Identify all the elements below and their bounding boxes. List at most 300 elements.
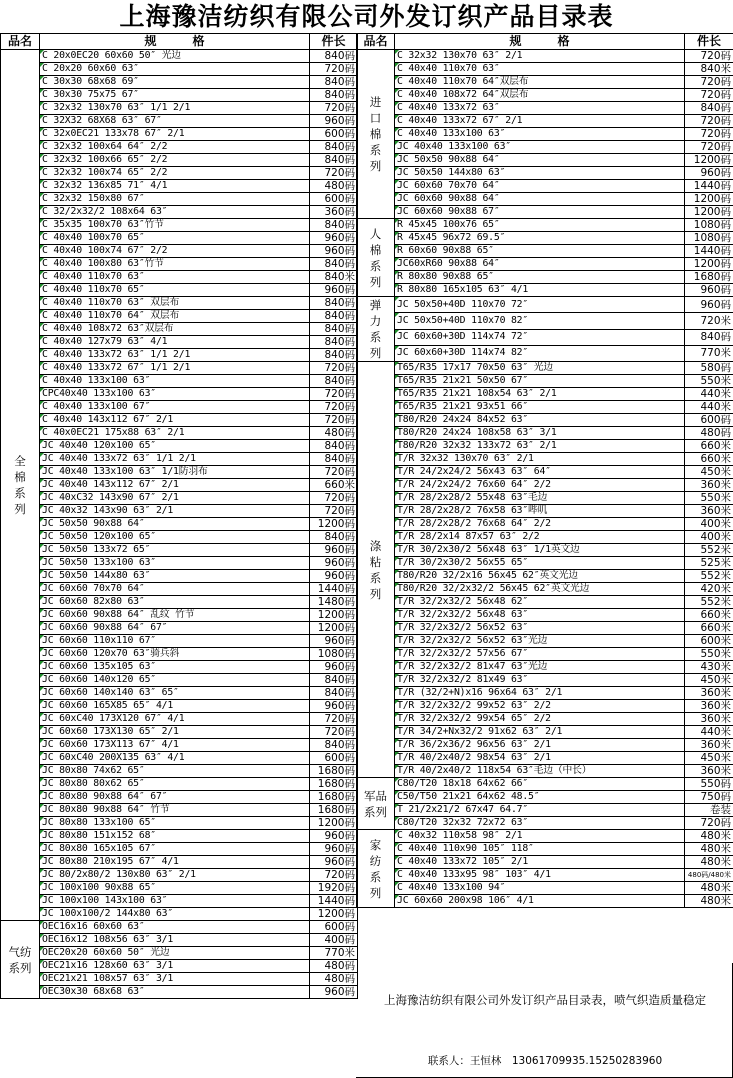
length-cell: 480米 (685, 882, 733, 895)
length-cell: 480码/480米 (685, 869, 733, 882)
table-row (357, 531, 733, 544)
table-row (357, 518, 733, 531)
series-label: 人 棉 系 列 (357, 219, 395, 297)
table-row (357, 128, 733, 141)
table-row (357, 622, 733, 635)
spec-cell: JC 50x50 144x80 63″ (40, 570, 310, 583)
length-cell: 420米 (685, 583, 733, 596)
spec-cell: JC 40x40 133x72 63″ 1/1 2/1 (40, 453, 310, 466)
spec-cell: T/R 32/2x32/2 81x49 63″ (395, 674, 685, 687)
spec-cell: JC 80/2x80/2 130x80 63″ 2/1 (40, 869, 310, 882)
length-cell: 720码 (310, 713, 358, 726)
length-cell: 1680码 (310, 778, 358, 791)
table-row (1, 453, 358, 466)
length-cell: 360码 (310, 206, 358, 219)
table-row (357, 752, 733, 765)
spec-cell: T/R 32/2x32/2 56x52 63″ (395, 622, 685, 635)
table-row (357, 479, 733, 492)
table-row (357, 583, 733, 596)
table-row (1, 375, 358, 388)
length-cell: 840码 (310, 336, 358, 349)
table-row (1, 830, 358, 843)
spec-cell: T80/R20 32/2x32/2 56x45 62″英文光边 (395, 583, 685, 596)
length-cell: 840码 (310, 323, 358, 336)
spec-cell: JC 60x60 70x70 64″ (40, 583, 310, 596)
length-cell: 480米 (685, 843, 733, 856)
table-row (1, 609, 358, 622)
table-row (357, 778, 733, 791)
length-cell: 840码 (310, 310, 358, 323)
table-row (1, 245, 358, 258)
table-row (357, 843, 733, 856)
spec-cell: JC 60x60 173X113 67″ 4/1 (40, 739, 310, 752)
table-row (1, 973, 358, 986)
length-cell: 1200码 (685, 258, 733, 271)
spec-cell: T/R 32/2x32/2 99x54 65″ 2/2 (395, 713, 685, 726)
table-row (357, 804, 733, 817)
spec-cell: T/R 28/2x28/2 55x48 63″毛边 (395, 492, 685, 505)
spec-cell: OEC21x16 128x60 63″ 3/1 (40, 960, 310, 973)
spec-cell: T/R 28/2x28/2 76x68 64″ 2/2 (395, 518, 685, 531)
length-cell: 400米 (685, 531, 733, 544)
series-label: 弹 力 系 列 (357, 297, 395, 362)
table-row (357, 167, 733, 180)
length-cell: 550米 (685, 492, 733, 505)
length-cell: 1200码 (685, 154, 733, 167)
spec-cell: JC 50x50 144x80 63″ (395, 167, 685, 180)
spec-cell: CPC40x40 133x100 63″ (40, 388, 310, 401)
header-spec: 规 格 (40, 34, 310, 50)
spec-cell: JC 50x50+40D 110x70 82″ (395, 313, 685, 329)
table-row (1, 843, 358, 856)
spec-cell: OEC20x20 60x60 50″ 光边 (40, 947, 310, 960)
length-cell: 1680码 (310, 765, 358, 778)
table-row (1, 674, 358, 687)
spec-cell: JC 50x50 120x100 65″ (40, 531, 310, 544)
table-row (357, 245, 733, 258)
length-cell: 840码 (310, 440, 358, 453)
table-row (1, 232, 358, 245)
spec-cell: JC 50x50 90x88 64″ (40, 518, 310, 531)
table-row (1, 297, 358, 310)
spec-cell: C 40x40 110x70 64″ 双层布 (40, 310, 310, 323)
length-cell: 580码 (685, 362, 733, 375)
spec-cell: T/R 30/2x30/2 56x48 63″ 1/1英文边 (395, 544, 685, 557)
spec-cell: JC 40x40 133x100 63″ (395, 141, 685, 154)
table-row (357, 700, 733, 713)
spec-cell: C 40x40 110x70 63″ (395, 63, 685, 76)
spec-cell: C 40x40 127x79 63″ 4/1 (40, 336, 310, 349)
table-row (1, 479, 358, 492)
table-row (357, 713, 733, 726)
length-cell: 840码 (310, 297, 358, 310)
length-cell: 1080码 (685, 232, 733, 245)
length-cell: 600米 (685, 635, 733, 648)
table-row (1, 180, 358, 193)
table-row (357, 856, 733, 869)
table-row (1, 102, 358, 115)
spec-cell: R 60x60 90x88 65″ (395, 245, 685, 258)
length-cell: 960码 (310, 843, 358, 856)
length-cell: 720码 (685, 128, 733, 141)
spec-cell: C 20x0EC20 60x60 50″ 光边 (40, 50, 310, 63)
length-cell: 360米 (685, 700, 733, 713)
catalog-table-left (0, 33, 358, 999)
table-row (357, 882, 733, 895)
length-cell: 720码 (310, 63, 358, 76)
length-cell: 550码 (685, 778, 733, 791)
length-cell: 840码 (310, 76, 358, 89)
spec-cell: JC 60x60 90x88 67″ (395, 206, 685, 219)
length-cell: 960码 (685, 167, 733, 180)
table-row (1, 570, 358, 583)
page-title: 上海豫洁纺织有限公司外发订织产品目录表 (119, 2, 614, 31)
table-row (1, 193, 358, 206)
length-cell: 450米 (685, 674, 733, 687)
spec-cell: T/R 24/2x24/2 56x43 63″ 64″ (395, 466, 685, 479)
length-cell: 450米 (685, 466, 733, 479)
length-cell: 440米 (685, 401, 733, 414)
spec-cell: C80/T20 18x18 64x62 66″ (395, 778, 685, 791)
length-cell: 750码 (685, 791, 733, 804)
length-cell: 525米 (685, 557, 733, 570)
table-row (1, 310, 358, 323)
spec-cell: C 40x40 133x72 63″ 1/1 2/1 (40, 349, 310, 362)
table-row (1, 50, 358, 63)
length-cell: 1200码 (310, 817, 358, 830)
spec-cell: OEC16x12 108x56 63″ 3/1 (40, 934, 310, 947)
table-row (357, 427, 733, 440)
table-row (1, 622, 358, 635)
table-row (357, 869, 733, 882)
spec-cell: C 20x20 60x60 63″ (40, 63, 310, 76)
length-cell: 1200码 (310, 908, 358, 921)
table-row (1, 115, 358, 128)
table-row (357, 726, 733, 739)
table-row (1, 635, 358, 648)
table-row (357, 284, 733, 297)
length-cell: 1200码 (310, 609, 358, 622)
length-cell: 660米 (310, 479, 358, 492)
table-row (357, 635, 733, 648)
table-row (1, 440, 358, 453)
length-cell: 840码 (310, 453, 358, 466)
table-row (357, 232, 733, 245)
table-row (357, 791, 733, 804)
length-cell: 720码 (310, 466, 358, 479)
length-cell: 960码 (310, 544, 358, 557)
spec-cell: C 40x40 110x70 65″ (40, 284, 310, 297)
table-row (357, 687, 733, 700)
header-name: 品名 (357, 34, 395, 50)
table-row (357, 544, 733, 557)
spec-cell: T65/R35 21x21 50x50 67″ (395, 375, 685, 388)
length-cell: 840码 (310, 739, 358, 752)
table-row (1, 388, 358, 401)
table-row (357, 401, 733, 414)
length-cell: 1080码 (685, 219, 733, 232)
length-cell: 360米 (685, 713, 733, 726)
table-row (1, 258, 358, 271)
table-row (357, 362, 733, 375)
table-row (1, 323, 358, 336)
table-row (1, 544, 358, 557)
length-cell: 960码 (310, 245, 358, 258)
table-row (1, 908, 358, 921)
spec-cell: T/R 24/2x24/2 76x60 64″ 2/2 (395, 479, 685, 492)
table-row (1, 596, 358, 609)
length-cell: 720码 (310, 492, 358, 505)
length-cell: 960码 (310, 856, 358, 869)
table-row (1, 726, 358, 739)
table-row (1, 791, 358, 804)
length-cell: 660米 (685, 440, 733, 453)
spec-cell: T80/R20 32/2x16 56x45 62″英文光边 (395, 570, 685, 583)
header-length: 件长 (310, 34, 358, 50)
spec-cell: T80/R20 24x24 108x58 63″ 3/1 (395, 427, 685, 440)
table-row (357, 765, 733, 778)
table-row (357, 674, 733, 687)
length-cell: 840码 (310, 141, 358, 154)
spec-cell: JC 60x60 82x80 63″ (40, 596, 310, 609)
table-row (1, 154, 358, 167)
table-row (1, 531, 358, 544)
contact-info: 联系人：王恒林 13061709935.15250283960 (427, 1055, 663, 1067)
length-cell: 552米 (685, 544, 733, 557)
spec-cell: T/R 40/2x40/2 98x54 63″ 2/1 (395, 752, 685, 765)
length-cell: 770米 (685, 345, 733, 361)
table-row (1, 700, 358, 713)
table-row (1, 687, 358, 700)
table-row (357, 453, 733, 466)
spec-cell: C 40x40 133x100 67″ (40, 401, 310, 414)
length-cell: 450米 (685, 752, 733, 765)
table-row (357, 89, 733, 102)
table-row (1, 401, 358, 414)
spec-cell: JC 60x60 90x88 64″ (395, 193, 685, 206)
table-row (1, 284, 358, 297)
table-row (1, 206, 358, 219)
spec-cell: JC 80x80 80x62 65″ (40, 778, 310, 791)
spec-cell: R 45x45 100x76 65″ (395, 219, 685, 232)
length-cell: 1440码 (310, 583, 358, 596)
length-cell: 360米 (685, 765, 733, 778)
table-row (1, 336, 358, 349)
length-cell: 720码 (685, 817, 733, 830)
table-row (357, 180, 733, 193)
spec-cell: JC 40x40 120x100 65″ (40, 440, 310, 453)
spec-cell: C 40x40 108x72 64″双层布 (395, 89, 685, 102)
spec-cell: JC 60x60 173X130 65″ 2/1 (40, 726, 310, 739)
length-cell: 960码 (685, 297, 733, 313)
length-cell: 卷装 (685, 804, 733, 817)
spec-cell: JC 80x80 210x195 67″ 4/1 (40, 856, 310, 869)
spec-cell: JC 60x60 120x70 63″骑兵斜 (40, 648, 310, 661)
length-cell: 660米 (685, 453, 733, 466)
spec-cell: JC 60x60 90x88 64″ 67″ (40, 622, 310, 635)
spec-cell: JC 60xC40 200X135 63″ 4/1 (40, 752, 310, 765)
spec-cell: JC 60x60 135x105 63″ (40, 661, 310, 674)
spec-cell: JC 80x80 151x152 68″ (40, 830, 310, 843)
length-cell: 600码 (310, 128, 358, 141)
spec-cell: T/R 28/2x28/2 76x58 63″哔叽 (395, 505, 685, 518)
spec-cell: JC60xR60 90x88 64″ (395, 258, 685, 271)
length-cell: 1440码 (685, 245, 733, 258)
length-cell: 720码 (310, 388, 358, 401)
length-cell: 770米 (310, 947, 358, 960)
spec-cell: T/R 28/2x14 87x57 63″ 2/2 (395, 531, 685, 544)
spec-cell: JC 60x60 140x140 63″ 65″ (40, 687, 310, 700)
table-row (1, 739, 358, 752)
table-row (357, 895, 733, 908)
table-row (357, 596, 733, 609)
spec-cell: C80/T20 32x32 72x72 63″ (395, 817, 685, 830)
table-row (1, 934, 358, 947)
spec-cell: C 40x40 133x95 98″ 103″ 4/1 (395, 869, 685, 882)
length-cell: 480米 (685, 856, 733, 869)
spec-cell: C 40x40 133x100 94″ (395, 882, 685, 895)
spec-cell: JC 50x50 90x88 64″ (395, 154, 685, 167)
table-row (357, 466, 733, 479)
spec-cell: JC 80x80 165x105 67″ (40, 843, 310, 856)
table-row (1, 986, 358, 999)
length-cell: 840码 (310, 674, 358, 687)
table-row (1, 141, 358, 154)
table-row (1, 960, 358, 973)
length-cell: 720米 (685, 313, 733, 329)
spec-cell: C 40x40 110x70 63″ 双层布 (40, 297, 310, 310)
table-row (357, 102, 733, 115)
spec-cell: OEC16x16 60x60 63″ (40, 921, 310, 934)
table-row (1, 492, 358, 505)
length-cell: 600码 (310, 921, 358, 934)
spec-cell: JC 40xC32 143x90 67″ 2/1 (40, 492, 310, 505)
series-label: 全 棉 系 列 (1, 50, 40, 921)
spec-cell: JC 40x32 143x90 63″ 2/1 (40, 505, 310, 518)
spec-cell: C 32x32 100x64 64″ 2/2 (40, 141, 310, 154)
length-cell: 840码 (310, 219, 358, 232)
footer-note: 上海豫洁纺织有限公司外发订织产品目录表，喷气织造质量稳定 (384, 993, 706, 1007)
table-row (357, 492, 733, 505)
spec-cell: JC 50x50 133x100 63″ (40, 557, 310, 570)
length-cell: 1440码 (310, 895, 358, 908)
table-row (357, 345, 733, 361)
length-cell: 720码 (310, 102, 358, 115)
spec-cell: JC 60x60 90x88 64″ 乱纹 竹节 (40, 609, 310, 622)
length-cell: 840码 (310, 258, 358, 271)
table-row (1, 557, 358, 570)
spec-cell: C 40x40 100x80 63″竹节 (40, 258, 310, 271)
spec-cell: JC 80x80 90x88 64″ 竹节 (40, 804, 310, 817)
spec-cell: C 40x40 143x112 67″ 2/1 (40, 414, 310, 427)
length-cell: 600码 (685, 414, 733, 427)
spec-cell: T/R 32/2x32/2 56x48 63″ (395, 609, 685, 622)
spec-cell: T65/R35 17x17 70x50 63″ 光边 (395, 362, 685, 375)
header-length: 件长 (685, 34, 733, 50)
length-cell: 400米 (685, 518, 733, 531)
table-row (1, 466, 358, 479)
spec-cell: T/R 30/2x30/2 56x55 65″ (395, 557, 685, 570)
table-row (357, 661, 733, 674)
table-row (357, 219, 733, 232)
table-row (1, 765, 358, 778)
spec-cell: JC 60x60 200x98 106″ 4/1 (395, 895, 685, 908)
catalog-table-right (356, 33, 733, 908)
length-cell: 430米 (685, 661, 733, 674)
spec-cell: C 32x32 100x66 65″ 2/2 (40, 154, 310, 167)
spec-cell: T/R 32x32 130x70 63″ 2/1 (395, 453, 685, 466)
table-row (1, 817, 358, 830)
spec-cell: JC 100x100/2 144x80 63″ (40, 908, 310, 921)
spec-cell: T80/R20 24x24 84x52 63″ (395, 414, 685, 427)
length-cell: 1200码 (310, 518, 358, 531)
length-cell: 960码 (310, 830, 358, 843)
series-label: 进 口 棉 系 列 (357, 50, 395, 219)
table-row (1, 661, 358, 674)
spec-cell: C 40x40 100x74 67″ 2/2 (40, 245, 310, 258)
length-cell: 1680码 (310, 791, 358, 804)
spec-cell: C 40x40 133x72 105″ 2/1 (395, 856, 685, 869)
table-row (357, 329, 733, 345)
spec-cell: R 80x80 165x105 63″ 4/1 (395, 284, 685, 297)
length-cell: 720码 (310, 505, 358, 518)
spec-cell: T/R 34/2+Nx32/2 91x62 63″ 2/1 (395, 726, 685, 739)
spec-cell: JC 40x40 143x112 67″ 2/1 (40, 479, 310, 492)
spec-cell: T80/R20 32x32 133x72 63″ 2/1 (395, 440, 685, 453)
length-cell: 960码 (685, 284, 733, 297)
table-row (357, 505, 733, 518)
length-cell: 360米 (685, 687, 733, 700)
table-row (1, 882, 358, 895)
header-row (357, 34, 733, 50)
spec-cell: JC 80x80 90x88 64″ 67″ (40, 791, 310, 804)
table-row (1, 921, 358, 934)
length-cell: 960码 (310, 661, 358, 674)
length-cell: 840码 (310, 375, 358, 388)
spec-cell: C 35x35 100x70 63″竹节 (40, 219, 310, 232)
length-cell: 840米 (685, 63, 733, 76)
table-row (357, 297, 733, 313)
table-row (357, 414, 733, 427)
length-cell: 1200码 (685, 206, 733, 219)
spec-cell: C 40x40 110x70 64″双层布 (395, 76, 685, 89)
length-cell: 720码 (685, 89, 733, 102)
length-cell: 660米 (685, 609, 733, 622)
table-row (1, 648, 358, 661)
table-row (1, 63, 358, 76)
length-cell: 960码 (310, 232, 358, 245)
spec-cell: JC 60x60+30D 114x74 72″ (395, 329, 685, 345)
spec-cell: C 32/2x32/2 108x64 63″ (40, 206, 310, 219)
table-row (357, 63, 733, 76)
spec-cell: JC 60xC40 173X120 67″ 4/1 (40, 713, 310, 726)
length-cell: 720码 (685, 115, 733, 128)
length-cell: 550米 (685, 375, 733, 388)
table-row (357, 206, 733, 219)
spec-cell: JC 50x50+40D 110x70 72″ (395, 297, 685, 313)
spec-cell: OEC30x30 68x68 63″ (40, 986, 310, 999)
length-cell: 1920码 (310, 882, 358, 895)
length-cell: 1200码 (310, 622, 358, 635)
spec-cell: C 40x40 133x100 63″ (40, 375, 310, 388)
length-cell: 1680码 (685, 271, 733, 284)
length-cell: 1440码 (685, 180, 733, 193)
length-cell: 480米 (685, 895, 733, 908)
table-row (1, 947, 358, 960)
table-row (1, 752, 358, 765)
spec-cell: T/R 32/2x32/2 56x48 62″ (395, 596, 685, 609)
spec-cell: OEC21x21 108x57 63″ 3/1 (40, 973, 310, 986)
